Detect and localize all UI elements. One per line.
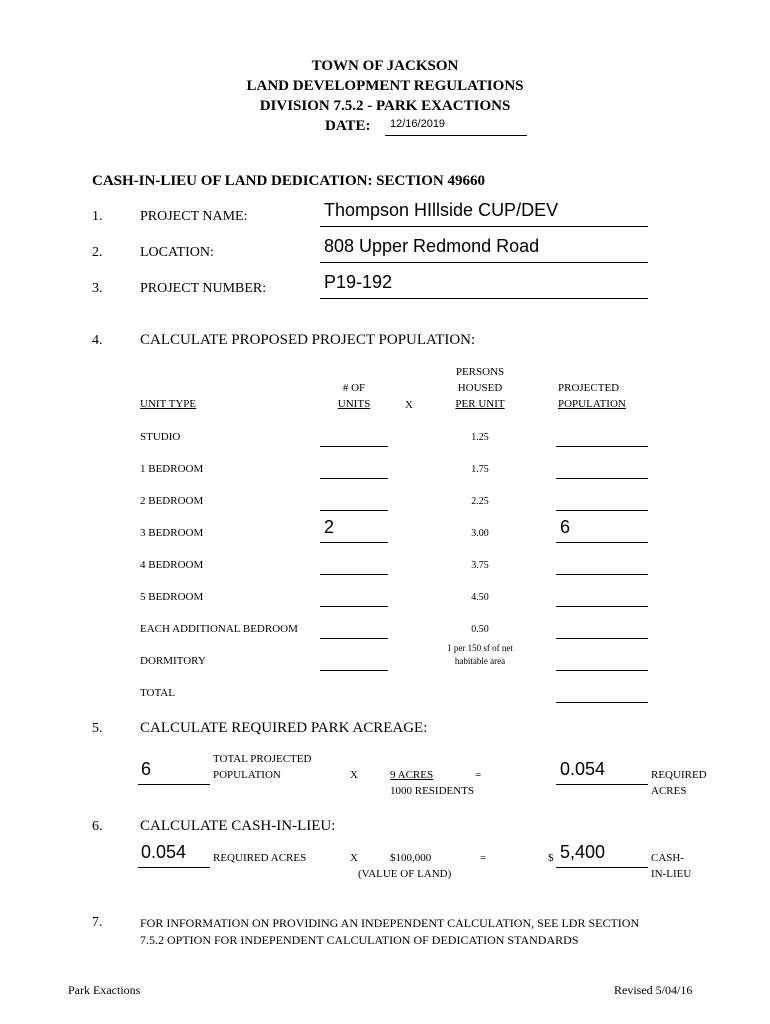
row-1br-projected-line <box>556 478 648 479</box>
col-units-line1: # OF <box>342 382 366 394</box>
cash-dollar-sign: $ <box>548 852 554 864</box>
project-number-label: PROJECT NUMBER: <box>140 281 267 296</box>
col-projected-line2: POPULATION <box>558 398 626 410</box>
project-number-field[interactable]: P19-192 <box>324 272 393 292</box>
cash-acres-underline <box>138 867 210 868</box>
project-name-field[interactable]: Thompson HIllside CUP/DEV <box>324 200 559 220</box>
row-5br-persons: 4.50 <box>471 592 489 603</box>
date-underline <box>385 135 527 136</box>
acreage-label-line2: POPULATION <box>213 769 281 781</box>
col-persons-line1: PERSONS <box>455 366 505 378</box>
acreage-population-field[interactable]: 6 <box>141 759 152 779</box>
section-title: CASH-IN-LIEU OF LAND DEDICATION: SECTION 49660 <box>92 173 485 189</box>
item-1-number: 1. <box>92 209 103 224</box>
info-line2: 7.5.2 OPTION FOR INDEPENDENT CALCULATION OF DEDICATION STANDARDS <box>140 933 579 947</box>
col-persons-line2: HOUSED <box>457 382 503 394</box>
col-projected-line1: PROJECTED <box>558 382 620 394</box>
row-4br-type: 4 BEDROOM <box>140 559 204 571</box>
acreage-rate-denominator: 1000 RESIDENTS <box>390 785 475 797</box>
row-3br-persons: 3.00 <box>471 528 489 539</box>
row-addl-units-line <box>320 638 388 639</box>
row-3br-units-line <box>320 542 388 543</box>
date-value[interactable]: 12/16/2019 <box>390 118 446 130</box>
required-acres-underline <box>556 784 648 785</box>
row-3br-type: 3 BEDROOM <box>140 527 204 539</box>
row-2br-units-line <box>320 510 388 511</box>
acreage-population-underline <box>138 784 210 785</box>
acreage-label-line1: TOTAL PROJECTED <box>213 753 312 765</box>
footer-right: Revised 5/04/16 <box>614 983 693 997</box>
row-studio-persons: 1.25 <box>471 432 489 443</box>
population-title: CALCULATE PROPOSED PROJECT POPULATION: <box>140 332 476 348</box>
total-label: TOTAL <box>140 687 175 699</box>
acreage-equals: = <box>475 769 482 781</box>
item-4-number: 4. <box>92 333 103 348</box>
acreage-title: CALCULATE REQUIRED PARK ACREAGE: <box>140 720 428 736</box>
cash-x: X <box>350 852 358 864</box>
row-dorm-persons-line2: habitable area <box>454 656 506 666</box>
division-title: DIVISION 7.5.2 - PARK EXACTIONS <box>259 98 511 114</box>
row-4br-persons: 3.75 <box>471 560 489 571</box>
row-dorm-type: DORMITORY <box>140 655 206 667</box>
row-4br-projected-line <box>556 574 648 575</box>
location-field[interactable]: 808 Upper Redmond Road <box>324 236 540 256</box>
row-studio-projected-line <box>556 446 648 447</box>
location-label: LOCATION: <box>140 245 214 260</box>
row-studio-units-line <box>320 446 388 447</box>
row-4br-units-line <box>320 574 388 575</box>
required-acres-field[interactable]: 0.054 <box>560 759 606 779</box>
row-addl-persons: 0.50 <box>471 624 489 635</box>
item-7-number: 7. <box>92 915 103 930</box>
regulations-title: LAND DEVELOPMENT REGULATIONS <box>246 78 524 94</box>
row-1br-type: 1 BEDROOM <box>140 463 204 475</box>
row-2br-projected-line <box>556 510 648 511</box>
col-x: X <box>405 399 413 411</box>
item-5-number: 5. <box>92 721 103 736</box>
date-label: DATE: <box>325 118 371 134</box>
cash-in-lieu-label-line1: CASH- <box>651 852 685 864</box>
row-addl-type: EACH ADDITIONAL BEDROOM <box>140 623 298 635</box>
row-1br-persons: 1.75 <box>471 464 489 475</box>
col-persons-line3: PER UNIT <box>455 398 505 410</box>
cash-acres-label: REQUIRED ACRES <box>213 852 307 864</box>
row-5br-projected-line <box>556 606 648 607</box>
cash-acres-field[interactable]: 0.054 <box>141 842 187 862</box>
total-underline <box>556 702 648 703</box>
project-name-label: PROJECT NAME: <box>140 209 248 224</box>
item-2-number: 2. <box>92 245 103 260</box>
row-dorm-persons-line1: 1 per 150 sf of net <box>447 643 513 653</box>
row-3br-projected[interactable]: 6 <box>560 517 571 537</box>
row-addl-projected-line <box>556 638 648 639</box>
cash-in-lieu-label-line2: IN-LIEU <box>651 868 692 880</box>
item-3-number: 3. <box>92 281 103 296</box>
col-unit-type: UNIT TYPE <box>140 398 197 410</box>
row-2br-type: 2 BEDROOM <box>140 495 204 507</box>
required-acres-label-line1: REQUIRED <box>651 769 707 781</box>
item-6-number: 6. <box>92 819 103 834</box>
cash-in-lieu-field[interactable]: 5,400 <box>560 842 606 862</box>
cash-rate-value: $100,000 <box>390 852 432 864</box>
row-dorm-projected-line <box>556 670 648 671</box>
row-dorm-units-line <box>320 670 388 671</box>
row-3br-units[interactable]: 2 <box>324 517 335 537</box>
acreage-rate-numerator: 9 ACRES <box>390 769 434 781</box>
footer-left: Park Exactions <box>68 983 141 997</box>
cash-in-lieu-underline <box>556 867 648 868</box>
cash-title: CALCULATE CASH-IN-LIEU: <box>140 818 336 834</box>
row-5br-type: 5 BEDROOM <box>140 591 204 603</box>
info-line1: FOR INFORMATION ON PROVIDING AN INDEPENDENT CALCULATION, SEE LDR SECTION <box>140 916 640 930</box>
town-title: TOWN OF JACKSON <box>311 58 459 74</box>
row-studio-type: STUDIO <box>140 431 181 443</box>
col-units-line2: UNITS <box>337 398 371 410</box>
location-underline <box>320 262 648 263</box>
required-acres-label-line2: ACRES <box>651 785 687 797</box>
cash-rate-label: (VALUE OF LAND) <box>358 868 452 880</box>
project-number-underline <box>320 298 648 299</box>
row-2br-persons: 2.25 <box>471 496 489 507</box>
row-1br-units-line <box>320 478 388 479</box>
row-3br-projected-line <box>556 542 648 543</box>
project-name-underline <box>320 226 648 227</box>
acreage-x: X <box>350 769 358 781</box>
cash-equals: = <box>480 852 487 864</box>
row-5br-units-line <box>320 606 388 607</box>
